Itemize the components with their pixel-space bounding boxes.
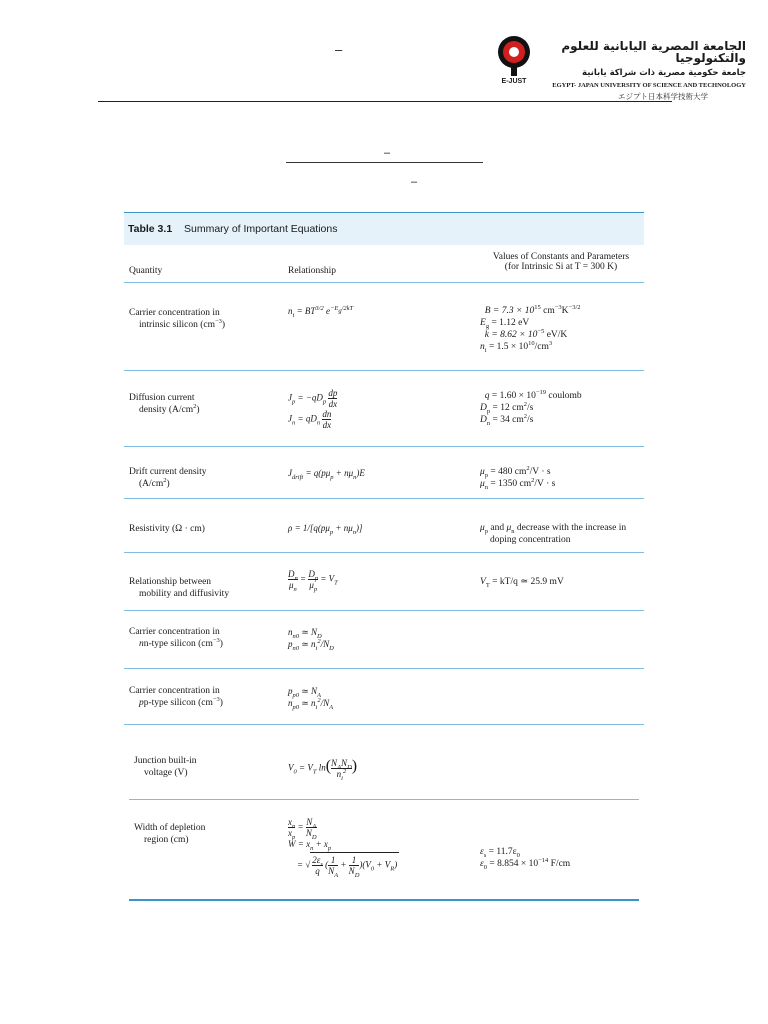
header-divider: [98, 101, 672, 102]
row-depletion-relationship: $\frac{x_n}{x_p}$ = $\frac{N_A}{N_D}$ $W = x_n + x_p$ = √ $\frac{2\varepsilon_s}{q}$ ( $\frac{1}{N_A}$ + $\frac{1}{N_D}$ )$(V_0 + V_R)$: [288, 817, 398, 879]
rule: [124, 498, 644, 499]
rule: [124, 668, 644, 669]
row-diffusion-values: $q = 1.60 \times 10^{-19}$ coulomb $D_p = 12$ $cm^2/s$ $D_n = 34$ $cm^2/s$: [480, 388, 582, 427]
rule: [124, 446, 644, 447]
row-diffusion-quantity: Diffusion current density $(A/cm^2)$: [129, 393, 200, 415]
header-values-line1: Values of Constants and Parameters: [492, 252, 630, 262]
header-dash: –: [335, 42, 343, 57]
formula-dash-1: –: [384, 147, 391, 159]
table-bottom-rule: [129, 899, 639, 901]
row-depletion-quantity: Width of depletion region (cm): [134, 823, 206, 845]
table-title: Summary of Important Equations: [184, 223, 338, 235]
formula-dash-2: –: [411, 176, 418, 188]
university-subtitle-arabic: جامعة حكومية مصرية ذات شراكة يابانية: [582, 68, 746, 78]
rule: [124, 552, 644, 553]
university-name-arabic: الجامعة المصرية اليابانية للعلوم والتكنولوجيا: [561, 39, 746, 65]
row-intrinsic-relationship: $n_i = BT^{3/2}$ $e^{-E_g/2kT}$: [288, 305, 354, 319]
rule: [124, 282, 644, 283]
row-einstein-values: $V_T = kT/q$ ≃ 25.9 mV: [480, 577, 564, 589]
row-builtin-quantity: Junction built-in voltage (V): [134, 756, 197, 778]
university-name-japanese: エジプト日本科学技術大学: [618, 92, 708, 101]
rule: [129, 799, 639, 800]
table-title-bar: [124, 212, 644, 245]
row-drift-quantity: Drift current density $(A/cm^2)$: [129, 467, 207, 489]
rule: [124, 724, 644, 725]
rule: [124, 370, 644, 371]
row-ptype-quantity: Carrier concentration in pp-type silicon $(cm^{-3})$: [129, 686, 223, 708]
table-number: Table 3.1: [128, 223, 173, 235]
formula-line: [286, 162, 483, 163]
row-intrinsic-values: $B = 7.3 \times 10^{15}$ $cm^{-3}K^{-3/2}$ $E_g = 1.12$ eV $k = 8.62 \times 10^{-5}$ eV/K $n_i = 1.5 \times 10^{10}/cm^3$: [480, 303, 581, 354]
header-relationship: Relationship: [288, 266, 337, 276]
logo-text: E-JUST: [501, 78, 527, 85]
row-einstein-quantity: Relationship between mobility and diffusivity: [129, 577, 230, 599]
header-values-line2: (for Intrinsic Si at T = 300 K): [504, 262, 618, 272]
row-resistivity-values: $\mu_p$ and $\mu_n$ decrease with the increase in doping concentration: [480, 523, 627, 545]
row-drift-relationship: $J_{drift} = q(p\mu_p + n\mu_n)E$: [288, 468, 365, 481]
row-ntype-relationship: $n_{n0}$ ≃ $N_D$ $p_{n0}$ ≃ $n_i^2/N_D$: [288, 627, 334, 652]
row-resistivity-relationship: $\rho = 1/[q(p\mu_p + n\mu_n)]$: [288, 523, 363, 536]
row-diffusion-relationship: $J_p = -qD_p$ $\frac{dp}{dx}$ $J_n = qD_n$ $\frac{dn}{dx}$: [288, 388, 338, 430]
row-resistivity-quantity: Resistivity (Ω · cm): [129, 524, 205, 534]
row-builtin-relationship: $V_0 = V_T$ ln( $\frac{N_AN_D}{n_i^2}$ ): [288, 757, 358, 782]
header-quantity: Quantity: [129, 266, 163, 276]
row-ptype-relationship: $p_{p0}$ ≃ $N_A$ $n_{p0}$ ≃ $n_i^2/N_A$: [288, 686, 334, 711]
header-values: [478, 252, 644, 272]
row-ntype-quantity: Carrier concentration in nn-type silicon $(cm^{-3})$: [129, 627, 223, 649]
ejust-logo: [494, 36, 534, 92]
row-depletion-values: $\varepsilon_s = 11.7\varepsilon_0$ $\varepsilon_0 = 8.854 \times 10^{-14}$ F/cm: [480, 847, 571, 871]
row-intrinsic-quantity: Carrier concentration in intrinsic silicon $(cm^{-3})$: [129, 308, 226, 330]
university-name-block: [540, 40, 746, 101]
university-name-english: EGYPT- JAPAN UNIVERSITY OF SCIENCE AND TECHNOLOGY: [552, 81, 746, 89]
row-einstein-relationship: $\frac{D_n}{\mu_n}$ = $\frac{D_p}{\mu_p}$ = $V_T$: [288, 569, 338, 593]
rule: [124, 610, 644, 611]
row-drift-values: $\mu_p = 480$ $cm^2/V \cdot s$ $\mu_n = 1350$ $cm^2/V \cdot s$: [480, 464, 556, 491]
